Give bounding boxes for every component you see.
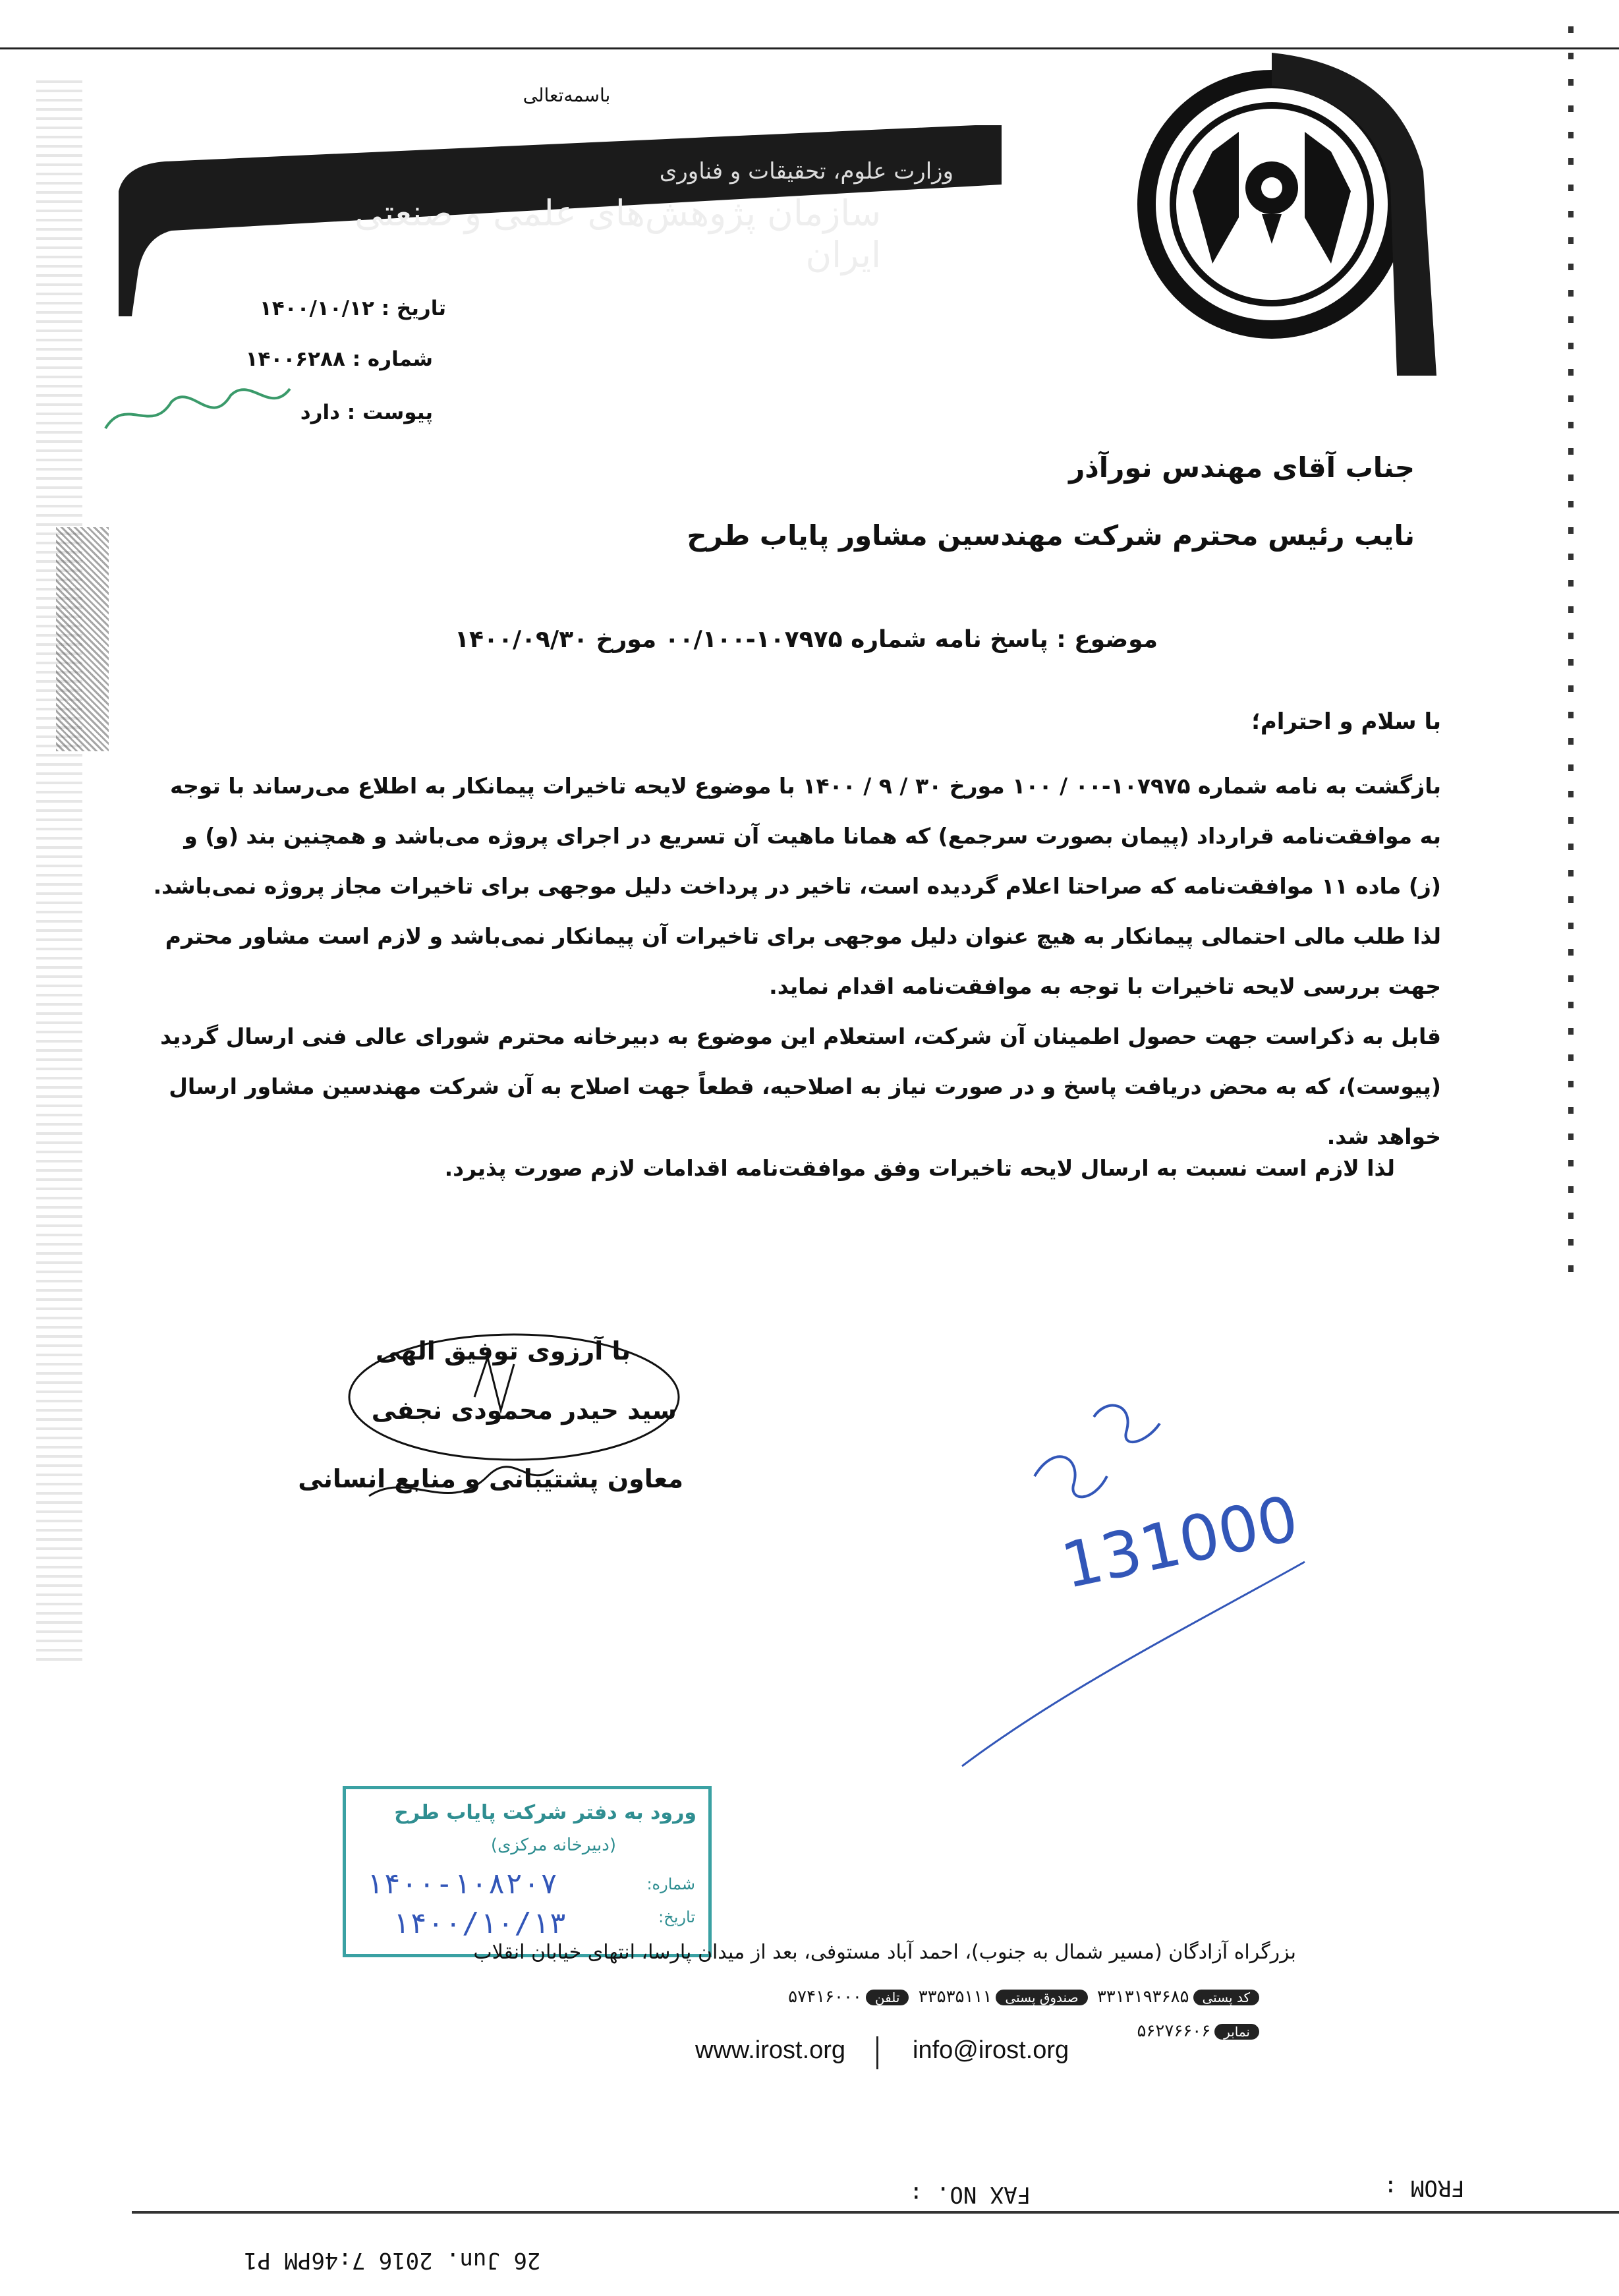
scan-noise-left (36, 79, 82, 1661)
blue-handwriting (936, 1344, 1357, 1819)
stamp-number-label: شماره: (646, 1875, 695, 1893)
fax-number-label: FAX NO. : (909, 2181, 1031, 2208)
organization-name: سازمان پژوهش‌های علمی و صنعتی ایران (355, 192, 881, 275)
body-paragraph-1: بازگشت به نامه شماره ۱۰۷۹۷۵-۰۰ / ۱۰۰ مورخ ۳۰ / ۹ / ۱۴۰۰ با موضوع لایحه تاخیرات پیمانکار به اطلاع می‌رساند با توجه به موافقت‌نامه قرارداد (پیمان بصورت سرجمع) که همانا ماهیت آن تسریع در اجرای پروژه می‌باشد و همچنین بند (و) و (ز) ماده ۱۱ موافقت‌نامه که صراحتا اعلام گردیده است، تاخیر در پرداخت دلیل موجهی برای تاخیرات مجاز پروژه نمی‌باشد. لذا طلب مالی احتمالی پیمانکار به هیچ عنوان دلیل موجهی برای تاخیرات آن پیمانکار نمی‌باشد و لازم است مشاور محترم جهت بررسی لایحه تاخیرات با توجه به موافقت‌نامه اقدام نماید. (153, 773, 1441, 999)
footer-contact-row-2 (1137, 2021, 1263, 2041)
scan-blotch-left (56, 527, 109, 751)
fax-timestamp: 26 Jun. 2016 7:46PM P1 (244, 2247, 541, 2274)
stamp-date-label: تاریخ: (658, 1908, 695, 1926)
body-paragraph-3: لذا لازم است نسبت به ارسال لایحه تاخیرات وفق موافقت‌نامه اقدامات لازم صورت پذیرد. (444, 1155, 1395, 1181)
fax-number: ۵۶۲۷۶۶۰۶ (1137, 2021, 1211, 2041)
letter-attachment: پیوست : دارد (300, 401, 433, 424)
scan-top-line (0, 47, 1619, 49)
fax-label: نمابر (1214, 2024, 1259, 2040)
footer-address: بزرگراه آزادگان (مسیر شمال به جنوب)، احمد آباد مستوفی، بعد از میدان پارسا، انتهای خیابان انقلاب (473, 1941, 1296, 1964)
recipient-name: جناب آقای مهندس نورآذر (1069, 451, 1415, 484)
fax-from: FROM : (1384, 2175, 1465, 2201)
scan-noise-right (1568, 20, 1574, 1272)
stamp-date-value: ۱۴۰۰/۱۰/۱۳ (392, 1907, 567, 1940)
letter-number: شماره : ۱۴۰۰۶۲۸۸ (245, 347, 433, 371)
website-link[interactable]: www.irost.org (695, 2036, 846, 2064)
signature-closing: با آرزوی توفیق الهی (375, 1336, 631, 1365)
postal-code-label: کد پستی (1193, 1990, 1260, 2005)
footer-separator (876, 2036, 878, 2069)
signatory-title: معاون پشتیبانی و منابع انسانی (298, 1464, 683, 1493)
signatory-name: سید حیدر محمودی نجفی (371, 1396, 677, 1425)
ministry-name: وزارت علوم، تحقیقات و فناوری (659, 158, 953, 185)
postal-code: ۳۳۱۳۱۹۳۶۸۵ (1096, 1987, 1189, 2007)
phone-label: تلفن (866, 1990, 909, 2005)
organization-logo (1114, 53, 1436, 376)
green-handwritten-note (99, 369, 297, 448)
letter-subject: موضوع : پاسخ نامه شماره ۱۰۷۹۷۵-۰۰/۱۰۰ مورخ ۱۴۰۰/۰۹/۳۰ (455, 626, 1158, 653)
basmala: باسمه‌تعالی (523, 84, 611, 106)
fax-header-line (132, 2211, 1619, 2214)
handwritten-number: 131000 (1055, 1482, 1305, 1603)
stamp-subtitle: (دبیرخانه مرکزی) (490, 1835, 616, 1855)
footer-contact-row-1 (788, 1987, 1263, 2007)
stamp-number-value: ۱۴۰۰-۱۰۸۲۰۷ (366, 1867, 558, 1901)
greeting: با سلام و احترام؛ (1251, 708, 1441, 735)
recipient-title: نایب رئیس محترم شرکت مهندسین مشاور پایاب طرح (687, 519, 1415, 552)
body-paragraph-2: قابل به ذکراست جهت حصول اطمینان آن شرکت، استعلام این موضوع به دبیرخانه محترم شورای عالی فنی ارسال گردید (پیوست)، که به محض دریافت پاسخ و در صورت نیاز به اصلاحیه، قطعاً جهت اصلاح به آن شرکت مهندسین مشاور ارسال خواهد شد. (160, 1023, 1441, 1149)
email-link[interactable]: info@irost.org (913, 2036, 1069, 2064)
phone: ۵۷۴۱۶۰۰۰ (788, 1987, 862, 2007)
po-box: ۳۳۵۳۵۱۱۱ (918, 1987, 992, 2007)
po-box-label: صندوق پستی (996, 1990, 1087, 2005)
letter-date: تاریخ : ۱۴۰۰/۱۰/۱۲ (259, 297, 446, 320)
stamp-title: ورود به دفتر شرکت پایاب طرح (394, 1801, 696, 1824)
received-stamp (343, 1786, 712, 1957)
